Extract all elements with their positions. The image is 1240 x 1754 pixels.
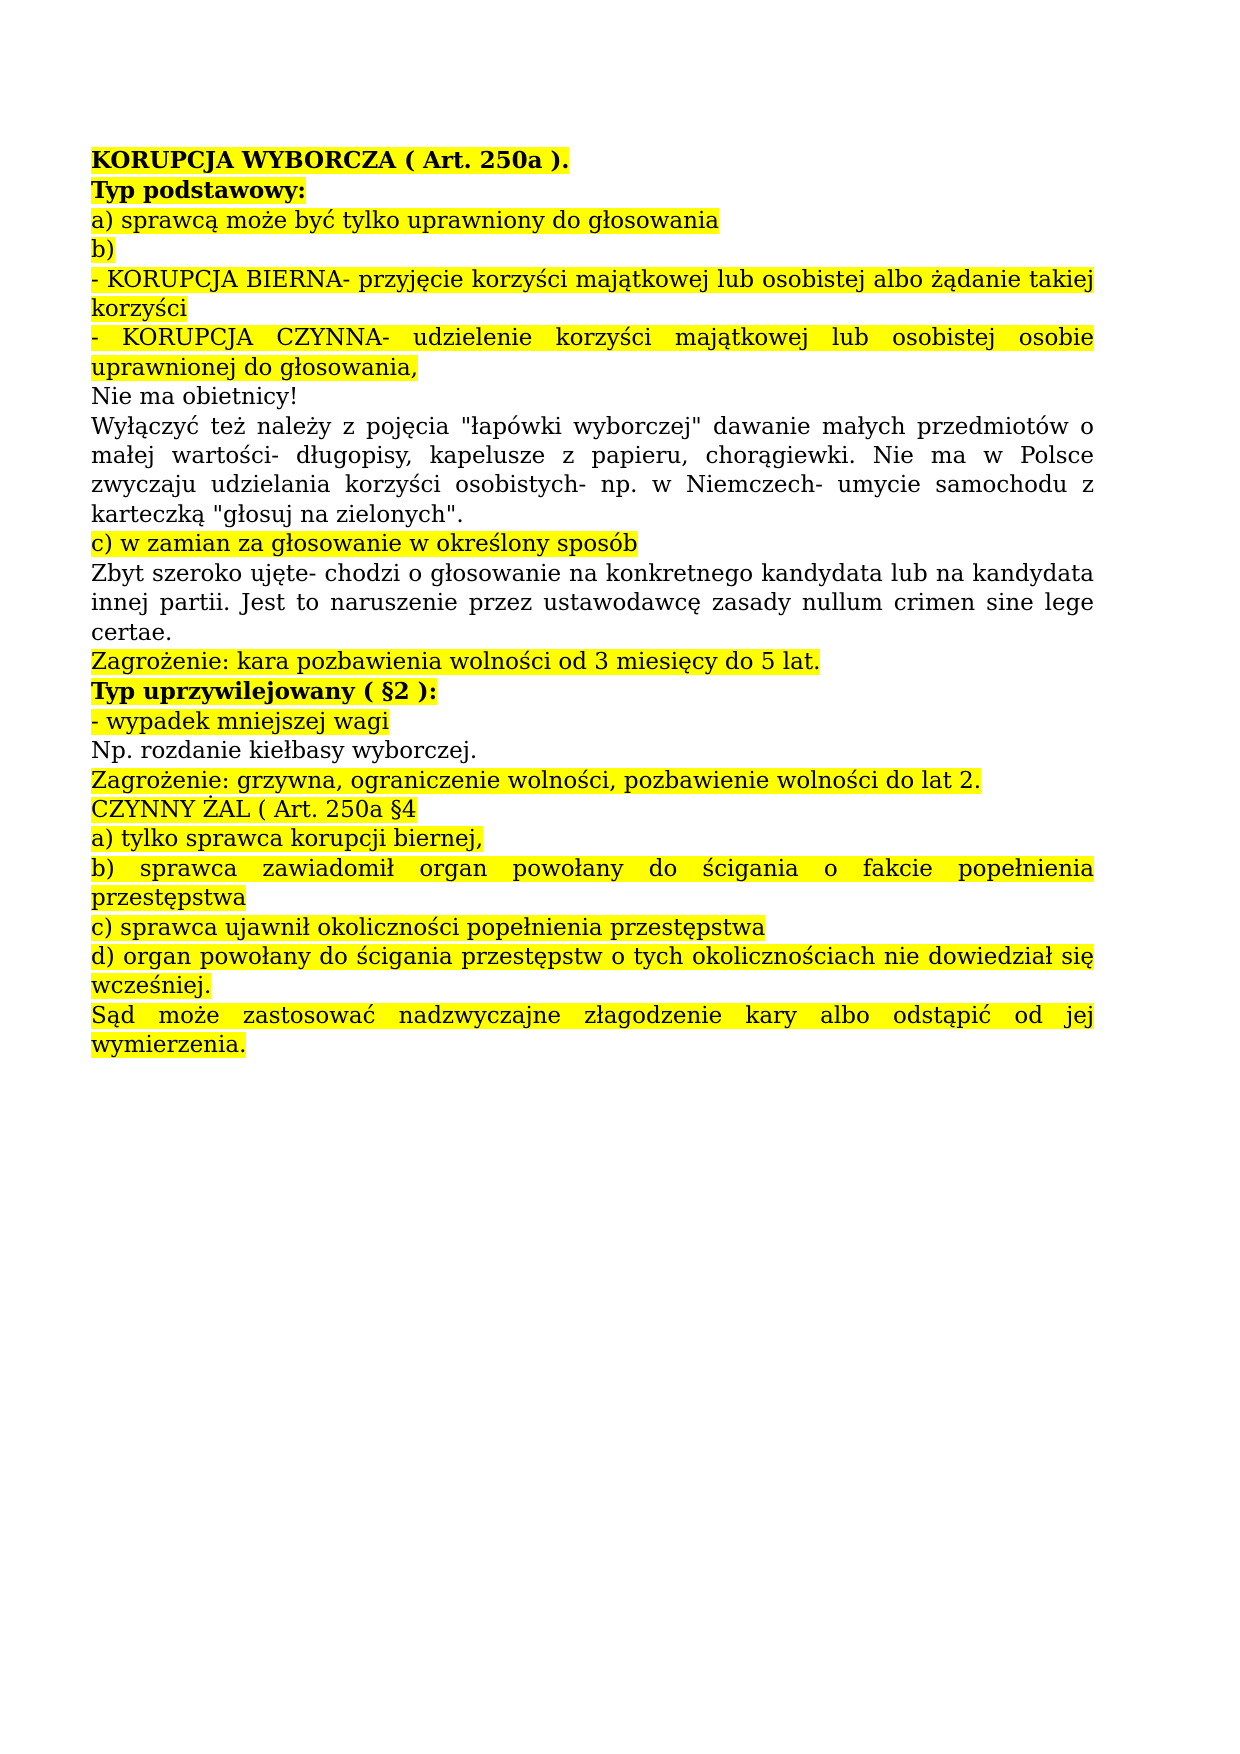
item-c: c) w zamian za głosowanie w określony sposób	[91, 531, 638, 558]
exclusion-paragraph: Wyłączyć też należy z pojęcia "łapówki wyborczej" dawanie małych przedmiotów o małej wartości- długopisy, kapelusze z papieru, chorągiewki. Nie ma w Polsce zwyczaju udzielania korzyści osobistych- np. w Niemczech- umycie samochodu z karteczką "głosuj na zielonych".	[91, 413, 1094, 528]
title-line	[91, 146, 1094, 176]
remorse-a-line	[91, 825, 1094, 854]
remorse-b: b) sprawca zawiadomił organ powołany do ścigania o fakcie popełnienia przestępstwa	[91, 855, 1094, 912]
lesser-case-line	[91, 708, 1094, 737]
item-b: b)	[91, 237, 115, 264]
court-paragraph	[91, 1002, 1094, 1061]
item-a-line	[91, 207, 1094, 236]
remorse-b-paragraph	[91, 855, 1094, 914]
remorse-heading-line	[91, 796, 1094, 825]
no-promise-note: Nie ma obietnicy!	[91, 384, 299, 411]
passive-corruption: - KORUPCJA BIERNA- przyjęcie korzyści majątkowej lub osobistej albo żądanie takiej korzyści	[91, 266, 1094, 323]
remorse-d-paragraph	[91, 943, 1094, 1002]
heading-privileged-line	[91, 677, 1094, 707]
too-broad-paragraph: Zbyt szeroko ujęte- chodzi o głosowanie na konkretnego kandydata lub na kandydata innej partii. Jest to naruszenie przez ustawodawcę zasady nullum crimen sine lege certae.	[91, 560, 1094, 646]
penalty-basic-line	[91, 648, 1094, 677]
document-title: KORUPCJA WYBORCZA ( Art. 250a ).	[91, 147, 570, 174]
lesser-case: - wypadek mniejszej wagi	[91, 708, 389, 735]
item-a: a) sprawcą może być tylko uprawniony do głosowania	[91, 207, 720, 234]
remorse-heading: CZYNNY ŻAL ( Art. 250a §4	[91, 796, 417, 823]
penalty-privileged: Zagrożenie: grzywna, ograniczenie wolności, pozbawienie wolności do lat 2.	[91, 767, 982, 794]
heading-basic-type: Typ podstawowy:	[91, 177, 306, 205]
remorse-c-line	[91, 914, 1094, 943]
item-c-line	[91, 530, 1094, 559]
active-corruption-paragraph	[91, 324, 1094, 383]
remorse-a: a) tylko sprawca korupcji biernej,	[91, 826, 484, 853]
example-note: Np. rozdanie kiełbasy wyborczej.	[91, 738, 478, 765]
item-b-line	[91, 236, 1094, 265]
active-corruption: - KORUPCJA CZYNNA- udzielenie korzyści majątkowej lub osobistej osobie uprawnionej do głosowania,	[91, 325, 1094, 381]
heading-basic-line	[91, 176, 1094, 206]
court-note: Sąd może zastosować nadzwyczajne złagodzenie kary albo odstąpić od jej wymierzenia.	[91, 1002, 1094, 1059]
document-body	[91, 146, 1094, 1061]
penalty-privileged-line	[91, 767, 1094, 796]
remorse-c: c) sprawca ujawnił okoliczności popełnienia przestępstwa	[91, 914, 766, 941]
remorse-d: d) organ powołany do ścigania przestępstw o tych okolicznościach nie dowiedział się wcześniej.	[91, 943, 1094, 1000]
passive-corruption-paragraph	[91, 266, 1094, 325]
penalty-basic: Zagrożenie: kara pozbawienia wolności od 3 miesięcy do 5 lat.	[91, 648, 821, 675]
heading-privileged-type: Typ uprzywilejowany ( §2 ):	[91, 678, 438, 706]
